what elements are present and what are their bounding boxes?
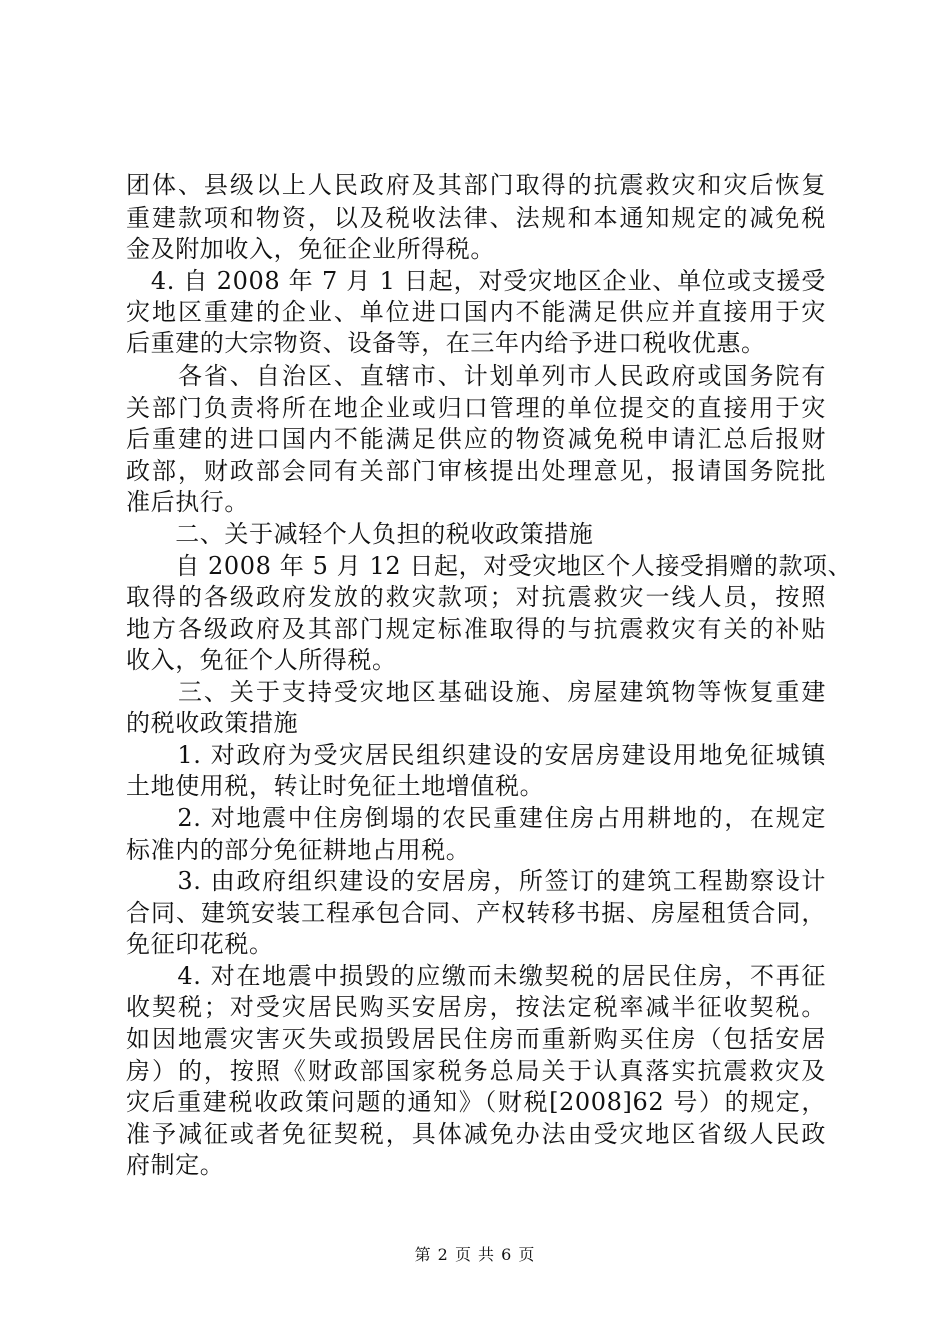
- body-text-line: 后重建的大宗物资、设备等，在三年内给予进口税收优惠。: [126, 329, 766, 357]
- body-text-line: 取得的各级政府发放的救灾款项；对抗震救灾一线人员，按照: [126, 583, 826, 611]
- body-text-line: 4. 自 2008 年 7 月 1 日起，对受灾地区企业、单位或支援受: [126, 267, 826, 295]
- body-text-line: 政部，财政部会同有关部门审核提出处理意见，报请国务院批: [126, 457, 826, 485]
- body-text-line: 准予减征或者免征契税，具体减免办法由受灾地区省级人民政: [126, 1120, 826, 1148]
- body-text-line: 土地使用税，转让时免征土地增值税。: [126, 772, 545, 800]
- body-text-line: 府制定。: [126, 1151, 225, 1179]
- body-text-line: 如因地震灾害灭失或损毁居民住房而重新购买住房（包括安居: [126, 1025, 826, 1053]
- body-text-line: 地方各级政府及其部门规定标准取得的与抗震救灾有关的补贴: [126, 615, 826, 643]
- section-heading: 三、关于支持受灾地区基础设施、房屋建筑物等恢复重建: [126, 678, 826, 706]
- body-text-line: 2. 对地震中住房倒塌的农民重建住房占用耕地的，在规定: [126, 804, 826, 832]
- body-text-line: 标准内的部分免征耕地占用税。: [126, 836, 471, 864]
- body-text-line: 灾地区重建的企业、单位进口国内不能满足供应并直接用于灾: [126, 298, 826, 326]
- body-text-line: 1. 对政府为受灾居民组织建设的安居房建设用地免征城镇: [126, 741, 826, 769]
- body-text-line: 合同、建筑安装工程承包合同、产权转移书据、房屋租赁合同，: [126, 899, 826, 927]
- body-text-line: 灾后重建税收政策问题的通知》（财税[2008]62 号）的规定，: [126, 1088, 826, 1116]
- body-text-line: 收入，免征个人所得税。: [126, 646, 397, 674]
- section-heading-cont: 的税收政策措施: [126, 709, 299, 737]
- section-heading: 二、关于减轻个人负担的税收政策措施: [126, 520, 594, 548]
- body-text-line: 房）的，按照《财政部国家税务总局关于认真落实抗震救灾及: [126, 1057, 826, 1085]
- body-text-line: 后重建的进口国内不能满足供应的物资减免税申请汇总后报财: [126, 425, 826, 453]
- body-text-line: 金及附加收入，免征企业所得税。: [126, 235, 495, 263]
- body-text-line: 免征印花税。: [126, 930, 274, 958]
- body-text-line: 4. 对在地震中损毁的应缴而未缴契税的居民住房，不再征: [126, 962, 826, 990]
- body-text-line: 准后执行。: [126, 488, 249, 516]
- body-text-line: 重建款项和物资，以及税收法律、法规和本通知规定的减免税: [126, 204, 826, 232]
- page-footer: 第 2 页 共 6 页: [414, 1245, 536, 1264]
- body-text-line: 团体、县级以上人民政府及其部门取得的抗震救灾和灾后恢复: [126, 171, 826, 199]
- body-text-line: 关部门负责将所在地企业或归口管理的单位提交的直接用于灾: [126, 394, 826, 422]
- body-text-line: 3. 由政府组织建设的安居房，所签订的建筑工程勘察设计: [126, 867, 826, 895]
- body-text-line: 自 2008 年 5 月 12 日起，对受灾地区个人接受捐赠的款项、: [126, 552, 853, 580]
- body-text-line: 各省、自治区、直辖市、计划单列市人民政府或国务院有: [126, 362, 826, 390]
- body-text-line: 收契税；对受灾居民购买安居房，按法定税率减半征收契税。: [126, 993, 826, 1021]
